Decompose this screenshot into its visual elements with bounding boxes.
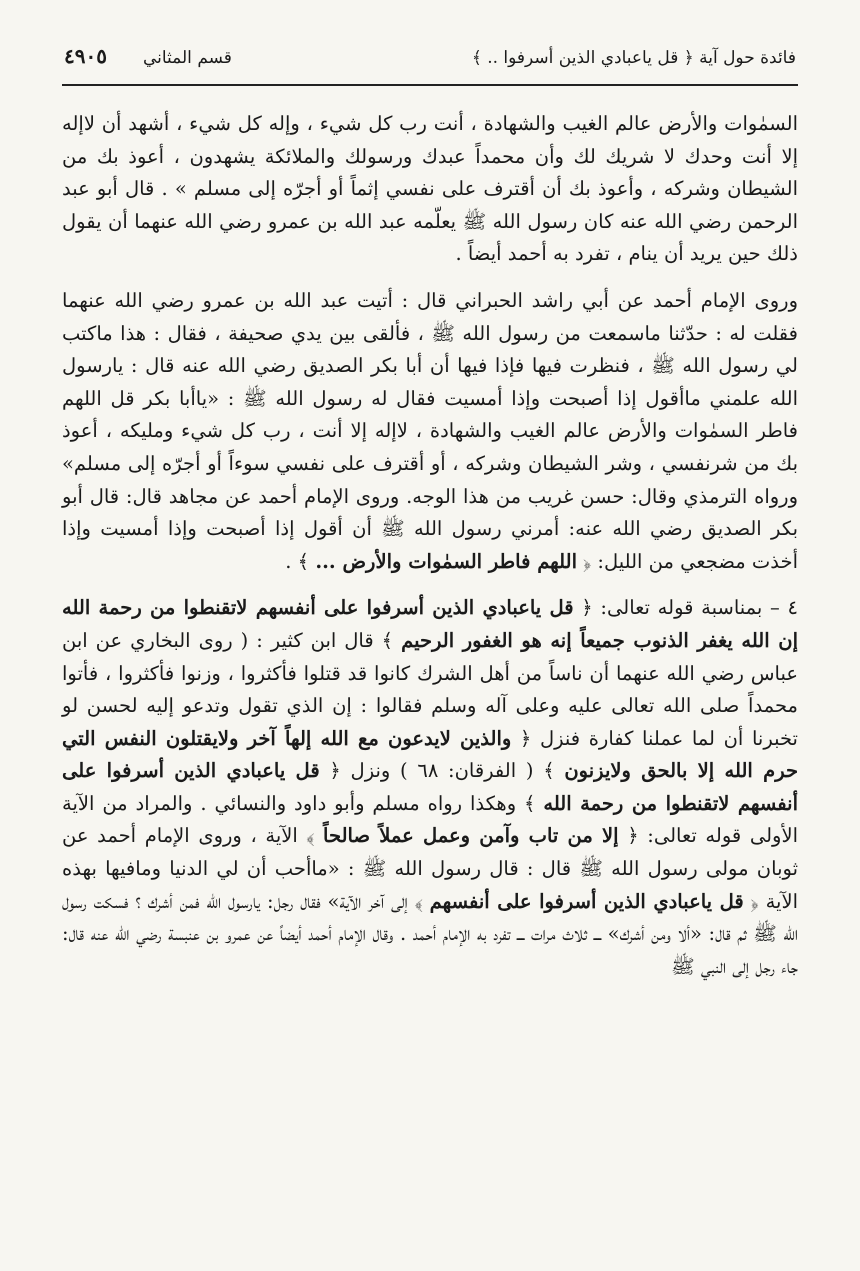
- quran-quote: اللهم فاطر السمٰوات والأرض ...: [315, 549, 577, 573]
- quran-quote: إلا من تاب وآمن وعمل عملاً صالحاً: [323, 824, 619, 848]
- quran-quote: قل ياعبادي الذين أسرفوا على أنفسهم: [429, 889, 744, 913]
- text-run: وروى الإمام أحمد عن أبي راشد الحبراني قال : أتيت عبد الله بن عمرو رضي الله عنهما فقلت له : حدّثنا ماسمعت من رسول الله ﷺ ، فألقى بين يدي صحيفة ، فقال : هذا ماكتب لي رسول الله ﷺ ، فنظرت فيها فإذا فيها أن أبا بكر الصديق رضي الله عنه قال : يارسول الله علمني ماأقول إذا أصبحت وإذا أمسيت فقال له رسول الله ﷺ : «ياأبا بكر قل اللهم فاطر السمٰوات والأرض عالم الغيب والشهادة ، لاإله إلا أنت ، رب كل شيء ومليكه ، أعوذ بك من شرنفسي ، وشر الشيطان وشركه ، أو أقترف على نفسي سوءاً أو أجرّه إلى مسلم» ورواه الترمذي وقال: حسن غريب من هذا الوجه. وروى الإمام أحمد عن مجاهد قال: قال أبو بكر الصديق رضي الله عنه: أمرني رسول الله ﷺ أن أقول إذا أصبحت وإذا أمسيت وإذا أخذت مضجعي من الليل: ﴿: [62, 288, 798, 573]
- running-title: فائدة حول آية ﴿ قل ياعبادي الذين أسرفوا .. ﴾: [471, 48, 796, 68]
- section-name: قسم المثاني: [142, 48, 232, 68]
- page-number: ٤٩٠٥: [64, 44, 107, 68]
- text-run: ﴾ ( الفرقان: ٦٨ ) ونزل ﴿: [319, 759, 565, 783]
- text-run: ﴾ إلى آخر الآية» فقال رجل: يارسول الله فمن أشرك ؟ فسكت رسول الله ﷺ ثم قال: «ألا ومن أشرك» ـــ ثلاث مرات ـــ تفرد به الإمام أحمد . وقال الإمام أحمد أيضاً عن عمرو بن عنبسة رضي الله عنه قال: جاء رجل إلى النبي ﷺ: [62, 889, 798, 978]
- text-run: السمٰوات والأرض عالم الغيب والشهادة ، أنت رب كل شيء ، وإله كل شيء ، أشهد أن لاإله إلا أنت وحدك لا شريك لك وأن محمداً عبدك ورسولك والملائكة يشهدون ، أعوذ بك من الشيطان وشركه ، وأعوذ بك أن أقترف على نفسي إثماً أو أجرّه إلى مسلم » . قال أبو عبد الرحمن رضي الله عنه كان رسول الله ﷺ يعلّمه عبد الله بن عمرو رضي الله عنهما أن يقول ذلك حين يريد أن ينام ، تفرد به أحمد أيضاً .: [62, 112, 798, 266]
- text-run: ﴾ .: [285, 549, 316, 573]
- paragraph-2: [62, 285, 798, 578]
- page-header: [62, 44, 798, 86]
- text-run: ٤ – بمناسبة قوله تعالى: ﴿: [573, 596, 798, 620]
- text-run: ﴾ وهكذا رواه مسلم وأبو داود والنسائي . والمراد من الآية الأولى قوله تعالى: ﴿: [62, 791, 798, 848]
- quran-quote: قل ياعبادي الذين أسرفوا على أنفسهم لاتقنطوا من رحمة الله: [62, 759, 798, 815]
- paragraph-3: [62, 592, 798, 983]
- quran-quote: والذين لايدعون مع الله إلهاً آخر ولايقتلون النفس التي حرم الله إلا بالحق ولايزنون: [62, 726, 799, 783]
- quran-quote: قل ياعبادي الذين أسرفوا على أنفسهم لاتقنطوا من رحمة الله إن الله يغفر الذنوب جميعاً إنه هو الغفور الرحيم: [62, 596, 798, 652]
- paragraph-1: [62, 108, 798, 271]
- text-run: ﴾ الآية ، وروى الإمام أحمد عن ثوبان مولى رسول الله ﷺ قال : قال رسول الله ﷺ : «ماأحب أن لي الدنيا ومافيها بهذه الآية ﴿: [62, 824, 798, 913]
- text-run: ﴾ قال ابن كثير : ( روى البخاري عن ابن عباس رضي الله عنهما أن ناساً من أهل الشرك كانوا قد قتلوا فأكثروا ، وزنوا فأكثروا ، فأتوا محمداً صلى الله تعالى عليه وعلى آله وسلم فقالوا : إن الذي تقول وتدعو إليه لحسن لو تخبرنا أن لما عملنا كفارة فنزل ﴿: [62, 628, 798, 750]
- header-left-group: [64, 44, 232, 68]
- page-body: [62, 108, 798, 983]
